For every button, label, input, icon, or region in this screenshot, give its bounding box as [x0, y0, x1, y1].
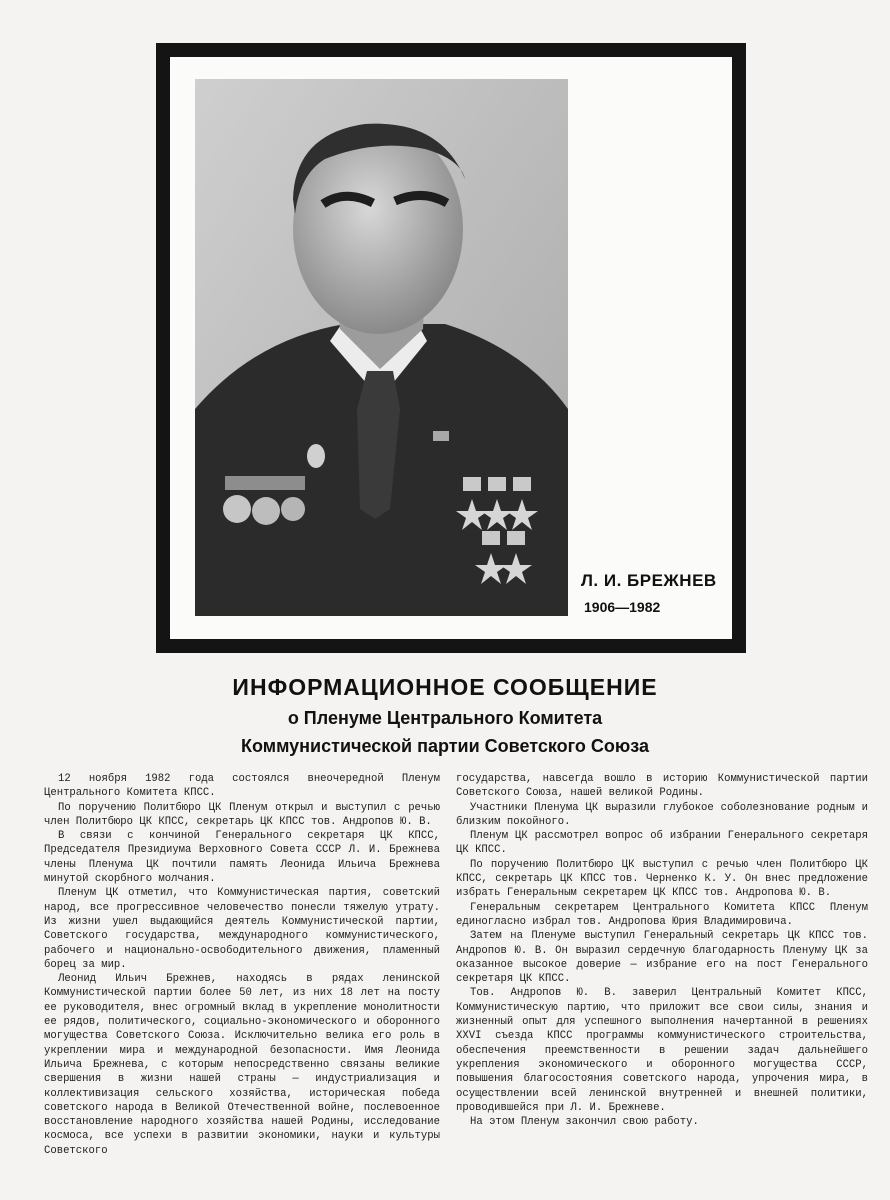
paragraph: Пленум ЦК рассмотрел вопрос об избрании Генерального секретаря ЦК КПСС. [456, 830, 868, 857]
paragraph: На этом Пленум закончил свою работу. [470, 1116, 699, 1129]
paragraph: Затем на Пленуме выступил Генеральный секретарь ЦК КПСС тов. Андропов Ю. В. Он выразил сердечную благодарность Пленуму ЦК за оказанное высокое доверие — избрание его на пост Генерального секретаря ЦК КПСС. [456, 930, 868, 986]
portrait-photo [195, 79, 568, 616]
paragraph: Тов. Андропов Ю. В. заверил Центральный Комитет КПСС, Коммунистическую партию, что приложит все свои силы, знания и жизненный опыт для успешного выполнения начертанной в решениях XXVI съезда КПСС программы коммунистического строительства, обеспечения преемственности в решении задач дальнейшего укрепления экономического и оборонного могущества СССР, повышения благосостояния советского народа, упрочения мира, в осуществлении всей ленинской внутренней и внешней политики, проводившейся при Л. И. Брежневе. [456, 987, 868, 1114]
article-left-column [44, 772, 440, 1158]
paragraph: В связи с кончиной Генерального секретаря ЦК КПСС, Председателя Президиума Верховного Совета СССР Л. И. Брежнева члены Пленума ЦК почтили память Леонида Ильича Брежнева минутой скорбного молчания. [44, 830, 440, 886]
paragraph: Леонид Ильич Брежнев, находясь в рядах ленинской Коммунистической партии более 50 лет, из них 18 лет на посту ее руководителя, внес огромный вклад в укрепление монолитности ее рядов, политического, социально-экономического и оборонного могущества Советского Союза. Исключительно велика его роль в укреплении мира и международной безопасности. Имя Леонида Ильича Брежнева, с которым непосредственно связаны великие свершения в жизни нашей страны — индустриализация и коллективизация сельского хозяйства, историческая победа советского народа в Великой Отечественной войне, послевоенное восстановление народного хозяйства нашей Родины, исследование космоса, все успехи в развитии экономики, науки и культуры Советского [44, 973, 440, 1157]
paragraph: Генеральным секретарем Центрального Комитета КПСС Пленум единогласно избрал тов. Андропова Юрия Владимировича. [456, 901, 868, 928]
article-subtitle-2: Коммунистической партии Советского Союза [241, 736, 649, 756]
paragraph: Пленум ЦК отметил, что Коммунистическая партия, советский народ, все прогрессивное человечество понесли тяжелую утрату. Из жизни ушел выдающийся деятель Коммунистической партии, Советского государства, международного коммунистического, рабочего и национально-освободительного движения, пламенный борец за мир. [44, 887, 440, 971]
paragraph: 12 ноября 1982 года состоялся внеочередной Пленум Центрального Комитета КПСС. [44, 773, 440, 800]
paragraph-continuation: государства, навсегда вошло в историю Коммунистической партии Советского Союза, нашей великой Родины. [456, 773, 868, 800]
article-right-column [456, 772, 868, 1129]
article-headline: ИНФОРМАЦИОННОЕ СООБЩЕНИЕ [232, 674, 658, 700]
paragraph: По поручению Политбюро ЦК Пленум открыл и выступил с речью член Политбюро ЦК КПСС, секретарь ЦК КПСС тов. Андропов Ю. В. [44, 801, 440, 828]
portrait-caption-years: 1906—1982 [584, 599, 661, 615]
portrait-caption-name: Л. И. БРЕЖНЕВ [581, 571, 717, 590]
paragraph: Участники Пленума ЦК выразили глубокое соболезнование родным и близким покойного. [456, 801, 868, 828]
article-subtitle-1: о Пленуме Центрального Комитета [287, 708, 603, 728]
paragraph: По поручению Политбюро ЦК выступил с речью член Политбюро ЦК КПСС, секретарь ЦК КПСС тов. Черненко К. У. Он внес предложение избрать Генеральным секретарем ЦК КПСС тов. Андропова Ю. В. [456, 858, 868, 900]
